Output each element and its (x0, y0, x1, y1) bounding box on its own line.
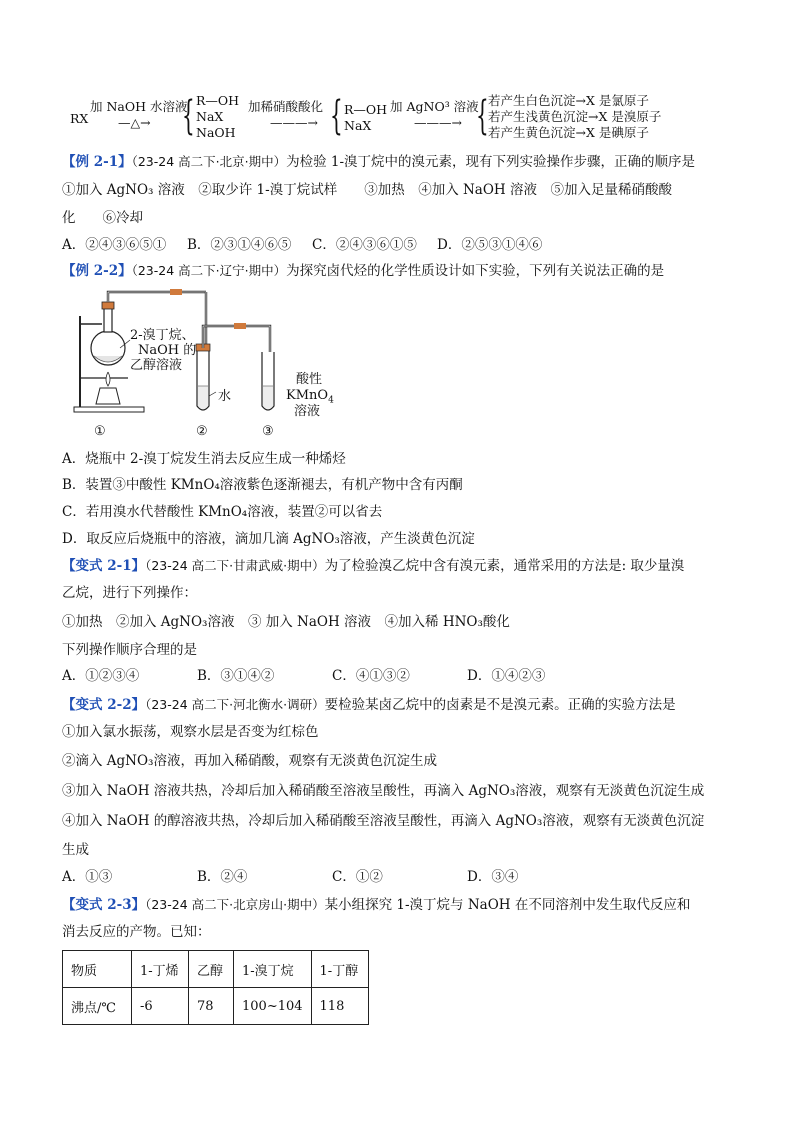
kmno4-label-1: 酸性 (296, 372, 323, 387)
var22-method-1: ①加入氯水振荡，观察水层是否变为红棕色 (62, 724, 319, 740)
table-cell: 118 (311, 988, 368, 1025)
scheme-brace-3: { (476, 93, 489, 139)
option-d[interactable]: D．②⑤③①④⑥ (437, 237, 543, 253)
halogen-test-scheme (64, 92, 684, 144)
option-a[interactable]: A．①②③④ (62, 668, 140, 684)
var22-method-4: ④加入 NaOH 的醇溶液共热，冷却后加入稀硝酸至溶液呈酸性，再滴入 AgNO₃溶液，观察有无淡黄色沉淀 (62, 813, 705, 829)
var21-source: （23-24 高二下·甘肃武威·期中） (145, 558, 325, 573)
connecting-tube-1 (108, 292, 206, 302)
table-cell: 1-丁烯 (132, 951, 189, 988)
var22-method-3: ③加入 NaOH 溶液共热，冷却后加入稀硝酸至溶液呈酸性，再滴入 AgNO₃溶液，观察有无淡黄色沉淀生成 (62, 783, 705, 799)
var22-tag: 【变式 2-2】 (62, 697, 146, 713)
ex21-source: （23-24 高二下·北京·期中） (131, 154, 287, 169)
scheme-step3-reagent: 加 AgNO³ 溶液 (390, 99, 479, 114)
ex22-option-d[interactable]: D．取反应后烧瓶中的溶液，滴加几滴 AgNO₃溶液，产生淡黄色沉淀 (62, 531, 475, 547)
var21-question (62, 557, 684, 575)
scheme-step1-arrow: —△→ (118, 115, 151, 130)
ex22-source: （23-24 高二下·辽宁·期中） (131, 263, 287, 278)
table-cell: 乙醇 (189, 951, 234, 988)
flame (106, 372, 110, 386)
ex22-option-b[interactable]: B．装置③中酸性 KMnO₄溶液紫色逐渐褪去，有机产物中含有丙酮 (62, 477, 463, 493)
flask-label-line2: NaOH 的 (138, 343, 197, 358)
option-c[interactable]: C．④①③② (332, 668, 410, 684)
var22-stem: 要检验某卤乙烷中的卤素是不是溴元素。正确的实验方法是 (324, 697, 676, 713)
kmno4-label-2: KMnO$_4$ (286, 388, 334, 406)
ex21-steps-line: ①加入 AgNO₃ 溶液 ②取少许 1-溴丁烷试样 ③加热 ④加入 NaOH 溶液 ⑤加入足量稀硝酸酸 (62, 182, 672, 198)
rubber-joint-2 (234, 323, 246, 329)
connecting-tube-2 (203, 326, 270, 398)
scheme-brace-2: { (330, 93, 343, 139)
table-row (63, 988, 369, 1025)
scheme-step1-reagent: 加 NaOH 水溶液 (90, 99, 188, 114)
table-cell: 1-溴丁烷 (234, 951, 312, 988)
scheme-group1-item: NaX (196, 109, 224, 124)
ex22-option-c[interactable]: C．若用溴水代替酸性 KMnO₄溶液，装置②可以省去 (62, 504, 383, 520)
scheme-rx: RX (70, 111, 89, 126)
var21-stem-2: 乙烷，进行下列操作： (62, 585, 197, 601)
ex21-stem: 为检验 1-溴丁烷中的溴元素，现有下列实验操作步骤，正确的顺序是 (286, 154, 696, 170)
table-cell: 100~104 (234, 988, 312, 1025)
var23-source: （23-24 高二下·北京房山·期中） (145, 897, 325, 912)
option-a[interactable]: A．①③ (62, 869, 113, 885)
ex22-option-a[interactable]: A．烧瓶中 2-溴丁烷发生消去反应生成一种烯烃 (62, 451, 346, 467)
stopper (102, 302, 114, 309)
apparatus-number-1: ① (94, 424, 106, 439)
scheme-step2-reagent: 加稀硝酸酸化 (248, 99, 324, 114)
alcohol-lamp (96, 388, 120, 404)
table-header-row (63, 951, 369, 988)
var22-method-2: ②滴入 AgNO₃溶液，再加入稀硝酸，观察有无淡黄色沉淀生成 (62, 753, 437, 769)
var23-stem-2: 消去反应的产物。已知： (62, 924, 211, 940)
table-cell: 物质 (63, 951, 132, 988)
option-b[interactable]: B．②④ (197, 869, 248, 885)
ex22-stem: 为探究卤代烃的化学性质设计如下实验，下列有关说法正确的是 (286, 263, 665, 279)
table-cell: 沸点/℃ (63, 988, 132, 1025)
kmno4-label-3: 溶液 (294, 404, 321, 419)
apparatus-number-3: ③ (262, 424, 274, 439)
scheme-result: 若产生白色沉淀→X 是氯原子 (488, 93, 649, 108)
ex21-options (62, 236, 542, 254)
var22-method-4-cont: 生成 (62, 842, 89, 858)
table-cell: -6 (132, 988, 189, 1025)
var21-operations: ①加热 ②加入 AgNO₃溶液 ③ 加入 NaOH 溶液 ④加入稀 HNO₃酸化 (62, 614, 510, 630)
option-c[interactable]: C．②④③⑥①⑤ (312, 237, 417, 253)
var21-tag: 【变式 2-1】 (62, 558, 146, 574)
apparatus-number-2: ② (196, 424, 208, 439)
scheme-step3-arrow: ———→ (414, 115, 462, 130)
option-b[interactable]: B．③①④② (197, 668, 275, 684)
option-b[interactable]: B．②③①④⑥⑤ (187, 237, 292, 253)
option-d[interactable]: D．①④②③ (467, 668, 546, 684)
var22-question (62, 696, 676, 714)
flask-label-line1: 2-溴丁烷、 (130, 328, 195, 343)
flask-neck (104, 308, 112, 332)
ex21-steps-line-2: 化 ⑥冷却 (62, 210, 143, 226)
table-cell: 1-丁醇 (311, 951, 368, 988)
var21-prompt: 下列操作顺序合理的是 (62, 642, 197, 658)
stand-base (74, 407, 144, 412)
var21-stem: 为了检验溴乙烷中含有溴元素，通常采用的方法是: 取少量溴 (324, 558, 685, 574)
boiling-point-table (62, 950, 369, 1025)
scheme-group2-item: NaX (344, 118, 372, 133)
var23-stem: 某小组探究 1-溴丁烷与 NaOH 在不同溶剂中发生取代反应和 (324, 897, 691, 913)
option-d[interactable]: D．③④ (467, 869, 519, 885)
table-cell: 78 (189, 988, 234, 1025)
var21-options (62, 667, 545, 685)
kmno4-liquid (263, 386, 273, 409)
var23-tag: 【变式 2-3】 (62, 897, 146, 913)
option-a[interactable]: A．②④③⑥⑤① (62, 237, 167, 253)
ex21-question (62, 153, 695, 171)
water-label: 水 (218, 389, 232, 404)
var23-question (62, 896, 690, 914)
water-liquid (198, 386, 208, 409)
scheme-result: 若产生浅黄色沉淀→X 是溴原子 (488, 109, 662, 124)
flask-label-line3: 乙醇溶液 (130, 358, 183, 373)
scheme-group2-item: R—OH (344, 102, 388, 117)
scheme-group1-item: R—OH (196, 93, 240, 108)
option-c[interactable]: C．①② (332, 869, 383, 885)
scheme-group1-item: NaOH (196, 125, 236, 140)
var22-source: （23-24 高二下·河北衡水·调研） (145, 697, 325, 712)
ex22-tag: 【例 2-2】 (62, 263, 132, 279)
rubber-joint (170, 289, 182, 295)
var22-options (62, 868, 518, 886)
ex22-question (62, 262, 664, 280)
scheme-result: 若产生黄色沉淀→X 是碘原子 (488, 125, 649, 140)
apparatus-figure (66, 286, 386, 438)
ex21-tag: 【例 2-1】 (62, 154, 132, 170)
scheme-step2-arrow: ———→ (270, 115, 318, 130)
scheme-brace-1: { (182, 93, 195, 139)
